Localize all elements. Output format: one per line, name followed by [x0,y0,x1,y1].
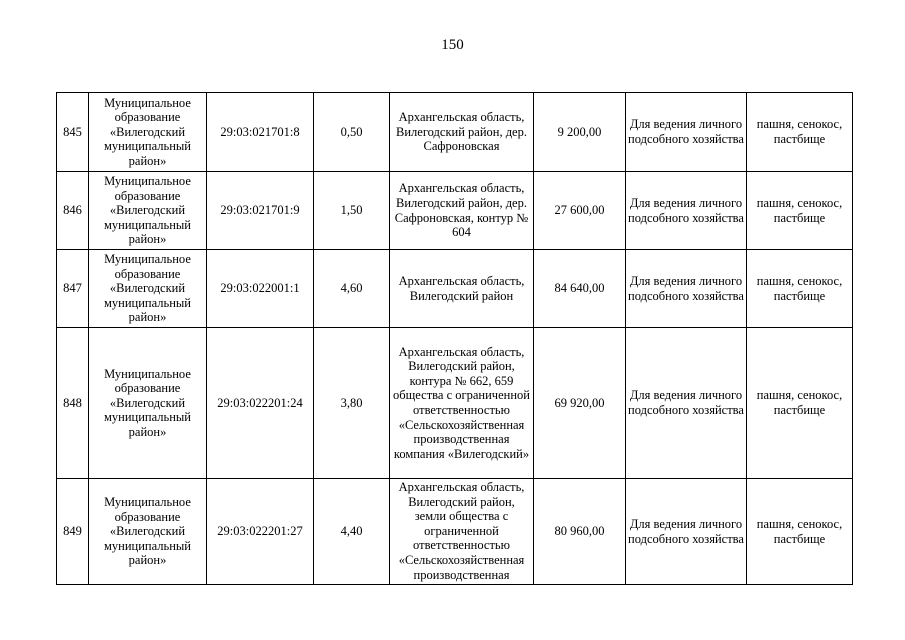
owner-cell: Муниципальное образование «Вилегодский муниципальный район» [89,172,207,250]
owner-cell: Муниципальное образование «Вилегодский муниципальный район» [89,328,207,479]
land-use-cell: пашня, сенокос, пастбище [747,328,853,479]
row-number-cell: 845 [57,93,89,172]
land-use-cell: пашня, сенокос, пастбище [747,479,853,585]
page-number: 150 [441,37,464,53]
table-row [57,172,853,250]
row-number-cell: 847 [57,250,89,328]
table-row [57,250,853,328]
area-cell: 1,50 [314,172,390,250]
cost-cell: 80 960,00 [534,479,626,585]
table-row [57,328,853,479]
cadastral-number-cell: 29:03:021701:9 [207,172,314,250]
area-cell: 4,40 [314,479,390,585]
table-row [57,93,853,172]
land-use-cell: пашня, сенокос, пастбище [747,93,853,172]
cost-cell: 84 640,00 [534,250,626,328]
row-number-cell: 849 [57,479,89,585]
address-cell: Архангельская область, Вилегодский район [390,250,534,328]
cost-cell: 69 920,00 [534,328,626,479]
address-cell: Архангельская область, Вилегодский район, контура № 662, 659 общества с ограниченной ответственностью «Сельскохозяйственная производственная компания «Вилегодский» [390,328,534,479]
purpose-cell: Для ведения личного подсобного хозяйства [626,328,747,479]
table-row [57,479,853,585]
purpose-cell: Для ведения личного подсобного хозяйства [626,250,747,328]
cadastral-number-cell: 29:03:022201:24 [207,328,314,479]
cadastral-number-cell: 29:03:021701:8 [207,93,314,172]
cadastral-number-cell: 29:03:022201:27 [207,479,314,585]
area-cell: 3,80 [314,328,390,479]
cadastral-number-cell: 29:03:022001:1 [207,250,314,328]
area-cell: 0,50 [314,93,390,172]
land-plots-table [56,92,853,585]
owner-cell: Муниципальное образование «Вилегодский муниципальный район» [89,93,207,172]
cost-cell: 27 600,00 [534,172,626,250]
land-use-cell: пашня, сенокос, пастбище [747,172,853,250]
area-cell: 4,60 [314,250,390,328]
address-cell: Архангельская область, Вилегодский район, земли общества с ограниченной ответственностью «Сельскохозяйственная производственная [390,479,534,585]
owner-cell: Муниципальное образование «Вилегодский муниципальный район» [89,479,207,585]
cost-cell: 9 200,00 [534,93,626,172]
purpose-cell: Для ведения личного подсобного хозяйства [626,172,747,250]
row-number-cell: 846 [57,172,89,250]
owner-cell: Муниципальное образование «Вилегодский муниципальный район» [89,250,207,328]
row-number-cell: 848 [57,328,89,479]
land-use-cell: пашня, сенокос, пастбище [747,250,853,328]
address-cell: Архангельская область, Вилегодский район, дер. Сафроновская, контур № 604 [390,172,534,250]
address-cell: Архангельская область, Вилегодский район, дер. Сафроновская [390,93,534,172]
purpose-cell: Для ведения личного подсобного хозяйства [626,93,747,172]
purpose-cell: Для ведения личного подсобного хозяйства [626,479,747,585]
